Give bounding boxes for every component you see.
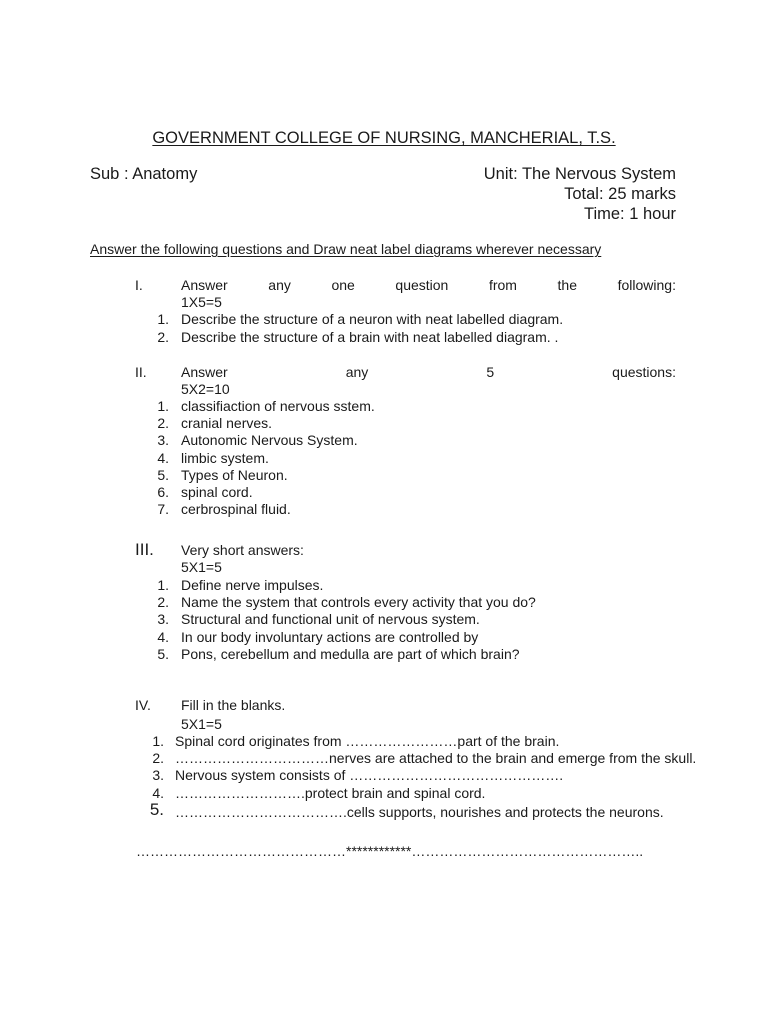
- item-text: limbic system.: [181, 450, 269, 466]
- item-number: 2.: [152, 750, 164, 766]
- prompt-word: any: [345, 364, 369, 380]
- item-text: ……………………………nerves are attached to the brain and emerge from the skull.: [175, 750, 697, 766]
- section-prompt: [181, 364, 676, 380]
- section-numeral: IV.: [135, 697, 151, 713]
- item-text: cranial nerves.: [181, 415, 273, 431]
- item-number: 1.: [157, 311, 169, 327]
- item-number: 2.: [157, 415, 169, 431]
- prompt-word: following:: [617, 277, 676, 293]
- item-text: Structural and functional unit of nervous system.: [181, 611, 480, 627]
- prompt-word: Answer: [181, 277, 228, 293]
- item-text: Spinal cord originates from ……………………part of the brain.: [175, 733, 560, 749]
- item-text: Pons, cerebellum and medulla are part of which brain?: [181, 646, 520, 662]
- item-text: Define nerve impulses.: [181, 577, 324, 593]
- college-title: GOVERNMENT COLLEGE OF NURSING, MANCHERIAL, T.S.: [152, 129, 616, 147]
- item-text: Describe the structure of a brain with neat labelled diagram. .: [181, 329, 559, 345]
- item-number: 1.: [152, 733, 164, 749]
- item-number: 1.: [157, 577, 169, 593]
- prompt-word: one: [331, 277, 355, 293]
- item-text: ……………………….protect brain and spinal cord.: [175, 785, 486, 801]
- time-limit: Time: 1 hour: [583, 205, 676, 223]
- item-text: Name the system that controls every activity that you do?: [181, 594, 536, 610]
- prompt-word: questions:: [612, 364, 676, 380]
- item-text: Describe the structure of a neuron with neat labelled diagram.: [181, 311, 564, 327]
- item-number: 7.: [157, 501, 169, 517]
- item-text: Types of Neuron.: [181, 467, 288, 483]
- section-marks: 5X1=5: [181, 559, 222, 575]
- section-prompt: [181, 277, 676, 293]
- item-number: 5.: [157, 467, 169, 483]
- unit-label: Unit: The Nervous System: [483, 165, 676, 183]
- item-number: 2.: [157, 329, 169, 345]
- prompt-word: from: [488, 277, 517, 293]
- item-text: ……………………………….cells supports, nourishes and protects the neurons.: [175, 804, 664, 820]
- item-text: In our body involuntary actions are controlled by: [181, 629, 479, 645]
- prompt-word: 5: [486, 364, 495, 380]
- item-number: 2.: [157, 594, 169, 610]
- item-number: 1.: [157, 398, 169, 414]
- section-numeral: III.: [135, 540, 154, 559]
- prompt-word: any: [268, 277, 291, 293]
- section-marks: 5X2=10: [181, 381, 230, 397]
- section-marks: 1X5=5: [181, 294, 222, 310]
- item-number: 3.: [157, 432, 169, 448]
- prompt-word: the: [557, 277, 577, 293]
- prompt-word: Answer: [181, 364, 228, 380]
- item-number: 3.: [152, 767, 164, 783]
- item-number: 4.: [157, 629, 169, 645]
- section-numeral: I.: [135, 277, 143, 293]
- total-marks: Total: 25 marks: [564, 185, 676, 203]
- footer-divider: ………………………………………************…………………………………………..: [136, 843, 644, 859]
- prompt-word: question: [395, 277, 449, 293]
- item-number: 4.: [157, 450, 169, 466]
- item-number: 4.: [152, 785, 164, 801]
- item-text: cerbrospinal fluid.: [181, 501, 291, 517]
- section-prompt: Very short answers:: [181, 542, 304, 558]
- item-number: 5.: [157, 646, 169, 662]
- item-text: Nervous system consists of ……………………………………….: [175, 767, 564, 783]
- item-number: 5.: [149, 800, 164, 819]
- instruction: Answer the following questions and Draw neat label diagrams wherever necessary: [90, 241, 602, 257]
- section-numeral: II.: [135, 364, 147, 380]
- item-text: Autonomic Nervous System.: [181, 432, 358, 448]
- section-marks: 5X1=5: [181, 716, 222, 732]
- item-number: 3.: [157, 611, 169, 627]
- subject-label: Sub : Anatomy: [90, 165, 198, 183]
- item-text: spinal cord.: [181, 484, 253, 500]
- section-prompt: Fill in the blanks.: [181, 697, 286, 713]
- item-text: classifiaction of nervous sstem.: [181, 398, 375, 414]
- item-number: 6.: [157, 484, 169, 500]
